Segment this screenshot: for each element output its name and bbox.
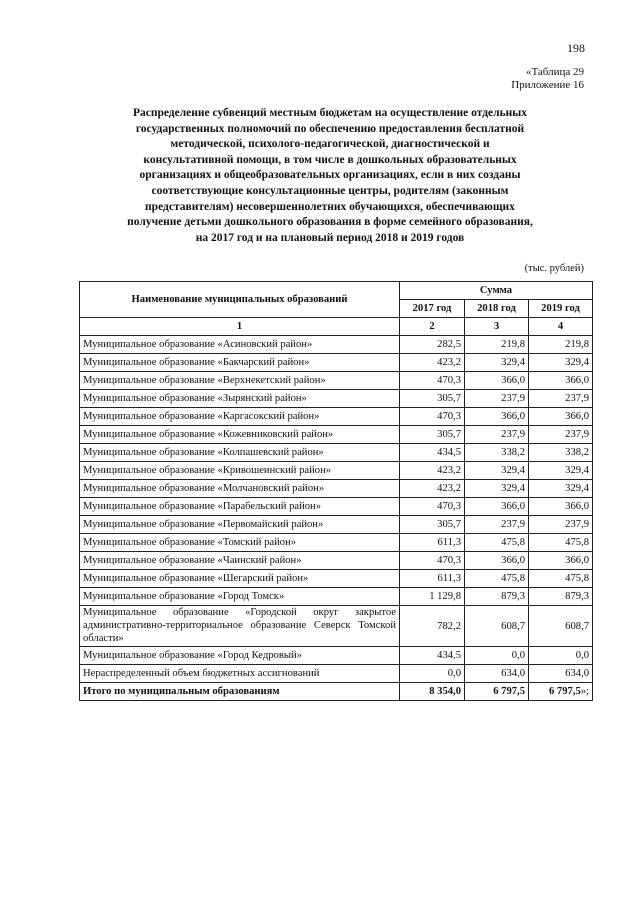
table-row (80, 372, 593, 390)
col-number: 3 (465, 318, 529, 336)
value-2017: 470,3 (400, 372, 465, 390)
value-2019: 608,7 (529, 606, 593, 647)
value-2019: 366,0 (529, 498, 593, 516)
value-2018: 237,9 (465, 390, 529, 408)
subvention-table (79, 281, 593, 701)
table-row (80, 354, 593, 372)
table-body (80, 318, 593, 701)
municipality-name: Муниципальное образование «Томский район» (80, 534, 400, 552)
table-label: «Таблица 29 (525, 66, 584, 78)
value-2018: 219,8 (465, 336, 529, 354)
sum-header: Сумма (400, 282, 593, 300)
municipality-name: Муниципальное образование «Город Кедровый» (80, 647, 400, 665)
value-2017: 782,2 (400, 606, 465, 647)
municipality-name: Муниципальное образование «Каргасокский район» (80, 408, 400, 426)
value-2018: 879,3 (465, 588, 529, 606)
title-line: государственных полномочий по обеспечению предоставления бесплатной (135, 122, 525, 135)
value-2017: 470,3 (400, 552, 465, 570)
value-2017: 305,7 (400, 426, 465, 444)
municipality-name: Нераспределенный объем бюджетных ассигнований (80, 665, 400, 683)
total-2018: 6 797,5 (465, 683, 529, 701)
table-row (80, 480, 593, 498)
table-row (80, 408, 593, 426)
value-2019: 237,9 (529, 516, 593, 534)
value-2018: 338,2 (465, 444, 529, 462)
table-row (80, 390, 593, 408)
table-row (80, 444, 593, 462)
closing-quote: »; (580, 686, 590, 698)
table-row (80, 570, 593, 588)
column-number-row (80, 318, 593, 336)
table-row (80, 336, 593, 354)
col-number: 1 (80, 318, 400, 336)
value-2019: 329,4 (529, 354, 593, 372)
value-2017: 0,0 (400, 665, 465, 683)
title-line: организациях и общеобразовательных организациях, если в них созданы (139, 169, 521, 182)
title-line: Распределение субвенций местным бюджетам на осуществление отдельных (132, 107, 528, 119)
title-line: консультативной помощи, в том числе в дошкольных образовательных (143, 153, 517, 166)
year-header-2017: 2017 год (400, 300, 465, 318)
value-2018: 329,4 (465, 354, 529, 372)
municipality-name: Муниципальное образование «Город Томск» (80, 588, 400, 606)
value-2019: 338,2 (529, 444, 593, 462)
table-row (80, 588, 593, 606)
municipality-name: Муниципальное образование «Шегарский район» (80, 570, 400, 588)
value-2018: 329,4 (465, 480, 529, 498)
value-2018: 634,0 (465, 665, 529, 683)
value-2018: 366,0 (465, 372, 529, 390)
value-2019: 366,0 (529, 408, 593, 426)
total-2019-value: 6 797,5 (548, 686, 581, 698)
municipality-name: Муниципальное образование «Молчановский район» (80, 480, 400, 498)
total-row (80, 683, 593, 701)
value-2017: 470,3 (400, 498, 465, 516)
title-line: получение детьми дошкольного образования в форме семейного образования, (127, 216, 533, 229)
value-2018: 366,0 (465, 408, 529, 426)
value-2018: 366,0 (465, 498, 529, 516)
value-2018: 0,0 (465, 647, 529, 665)
units-label: (тыс. рублей) (524, 263, 584, 274)
table-row (80, 516, 593, 534)
value-2017: 1 129,8 (400, 588, 465, 606)
value-2017: 305,7 (400, 390, 465, 408)
value-2019: 237,9 (529, 390, 593, 408)
municipality-name: Муниципальное образование «Колпашевский район» (80, 444, 400, 462)
municipality-name: Муниципальное образование «Бакчарский район» (80, 354, 400, 372)
table-row (80, 665, 593, 683)
municipality-name: Муниципальное образование «Городской округ закрытое административно-территориальное образование Северск Томской области» (80, 606, 400, 647)
municipality-name: Муниципальное образование «Зырянский район» (80, 390, 400, 408)
col-number: 2 (400, 318, 465, 336)
value-2018: 475,8 (465, 534, 529, 552)
value-2019: 366,0 (529, 552, 593, 570)
municipality-name: Муниципальное образование «Кожевниковский район» (80, 426, 400, 444)
title-line: соответствующие консультационные центры, родителям (законным (151, 184, 509, 197)
value-2019: 0,0 (529, 647, 593, 665)
value-2019: 219,8 (529, 336, 593, 354)
value-2017: 434,5 (400, 647, 465, 665)
value-2017: 611,3 (400, 534, 465, 552)
value-2017: 434,5 (400, 444, 465, 462)
table-row (80, 606, 593, 647)
title-line: методической, психолого-педагогической, диагностической и (170, 138, 490, 151)
municipality-name: Муниципальное образование «Асиновский район» (80, 336, 400, 354)
municipality-name: Муниципальное образование «Парабельский район» (80, 498, 400, 516)
value-2019: 879,3 (529, 588, 593, 606)
col-number: 4 (529, 318, 593, 336)
value-2018: 366,0 (465, 552, 529, 570)
value-2017: 470,3 (400, 408, 465, 426)
value-2019: 634,0 (529, 665, 593, 683)
table-row (80, 552, 593, 570)
table-row (80, 647, 593, 665)
value-2017: 423,2 (400, 462, 465, 480)
municipality-name: Муниципальное образование «Чаинский район» (80, 552, 400, 570)
total-2019 (529, 683, 593, 701)
appendix-label: Приложение 16 (511, 79, 584, 91)
municipality-name: Муниципальное образование «Первомайский район» (80, 516, 400, 534)
title-line: представителям) несовершеннолетних обучающихся, обеспечивающих (145, 200, 515, 213)
year-header-2019: 2019 год (529, 300, 593, 318)
total-2017: 8 354,0 (400, 683, 465, 701)
document-title (70, 106, 590, 246)
value-2019: 475,8 (529, 534, 593, 552)
page-number: 198 (567, 41, 585, 55)
table-row (80, 498, 593, 516)
value-2019: 366,0 (529, 372, 593, 390)
table-row (80, 534, 593, 552)
municipality-name: Муниципальное образование «Кривошеинский район» (80, 462, 400, 480)
value-2017: 611,3 (400, 570, 465, 588)
value-2019: 237,9 (529, 426, 593, 444)
value-2019: 329,4 (529, 462, 593, 480)
table-reference (511, 66, 584, 92)
value-2019: 475,8 (529, 570, 593, 588)
municipality-name: Муниципальное образование «Верхнекетский район» (80, 372, 400, 390)
title-line: на 2017 год и на плановый период 2018 и 2019 годов (195, 231, 465, 244)
value-2019: 329,4 (529, 480, 593, 498)
total-label: Итого по муниципальным образованиям (80, 683, 400, 701)
value-2018: 608,7 (465, 606, 529, 647)
value-2018: 237,9 (465, 426, 529, 444)
value-2017: 305,7 (400, 516, 465, 534)
year-header-2018: 2018 год (465, 300, 529, 318)
value-2018: 329,4 (465, 462, 529, 480)
value-2017: 423,2 (400, 354, 465, 372)
value-2017: 423,2 (400, 480, 465, 498)
table-row (80, 426, 593, 444)
col-name-header: Наименование муниципальных образований (80, 282, 400, 318)
value-2017: 282,5 (400, 336, 465, 354)
value-2018: 475,8 (465, 570, 529, 588)
value-2018: 237,9 (465, 516, 529, 534)
table-row (80, 462, 593, 480)
